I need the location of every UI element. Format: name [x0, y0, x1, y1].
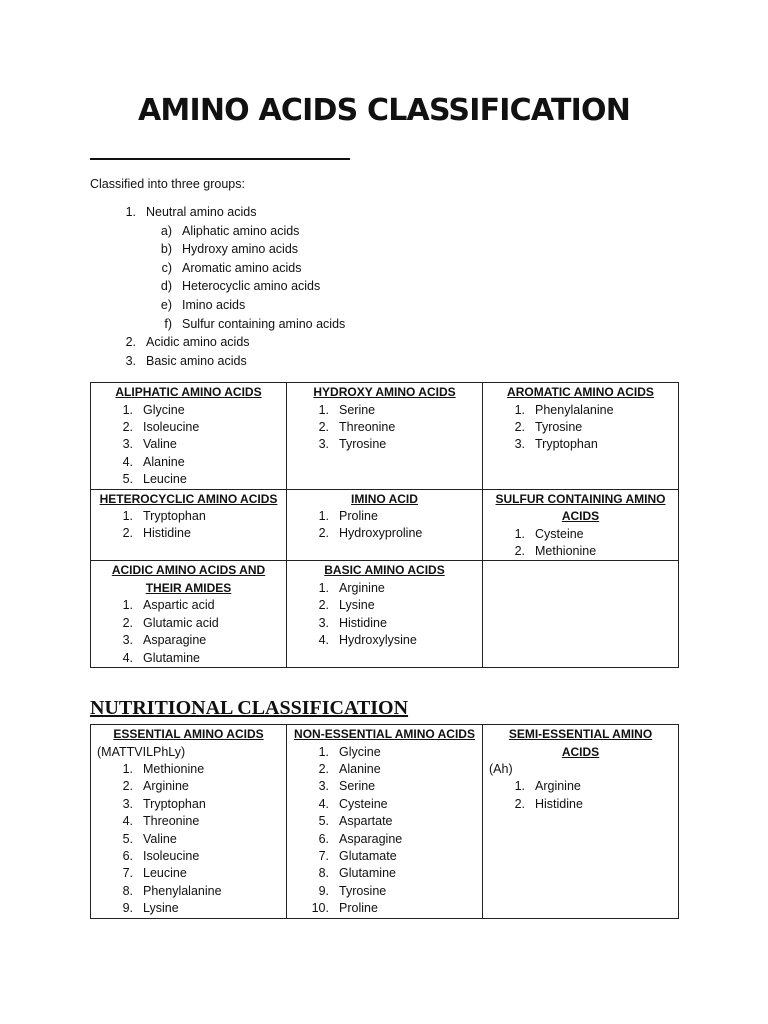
item-name: Glutamic acid — [143, 615, 219, 630]
table-cell — [287, 383, 483, 490]
amino-acid-item — [489, 436, 672, 453]
cell-heading: SEMI-ESSENTIAL AMINO ACIDS — [508, 727, 653, 759]
amino-acid-item — [293, 813, 476, 830]
table-cell — [91, 383, 287, 490]
item-name: Histidine — [143, 526, 191, 541]
amino-acid-item — [293, 796, 476, 813]
item-number: 4. — [122, 650, 133, 665]
amino-acid-item — [293, 883, 476, 900]
item-name: Threonine — [143, 814, 200, 829]
item-name: Asparagine — [143, 633, 207, 648]
item-name: Hydroxylysine — [339, 633, 417, 648]
item-number: 2. — [122, 779, 133, 794]
title-underline-rule — [90, 158, 350, 160]
amino-acid-list — [293, 744, 476, 918]
item-number: 6. — [122, 848, 133, 863]
amino-acid-item — [293, 632, 476, 649]
amino-acid-item — [97, 865, 280, 882]
item-name: Glycine — [339, 744, 381, 759]
item-name: Alanine — [339, 761, 381, 776]
table-row — [91, 725, 679, 919]
amino-acid-item — [97, 454, 280, 471]
item-number: 7. — [318, 848, 329, 863]
item-name: Valine — [143, 437, 177, 452]
amino-acid-item — [293, 744, 476, 761]
item-name: Hydroxyproline — [339, 526, 423, 541]
item-name: Phenylalanine — [143, 883, 222, 898]
item-number: 5. — [318, 814, 329, 829]
item-number: 1. — [318, 744, 329, 759]
amino-acid-item — [293, 508, 476, 525]
item-name: Tryptophan — [143, 509, 206, 524]
item-name: Aspartic acid — [143, 598, 215, 613]
table-cell — [483, 489, 679, 561]
item-number: 2. — [122, 526, 133, 541]
cell-heading: NON-ESSENTIAL AMINO ACIDS — [294, 727, 475, 741]
item-number: 1. — [514, 526, 525, 541]
table-cell — [287, 725, 483, 919]
outline-item — [110, 333, 510, 352]
item-number: 3. — [514, 437, 525, 452]
amino-acid-item — [293, 848, 476, 865]
item-number: 2. — [514, 419, 525, 434]
amino-acid-item — [97, 508, 280, 525]
amino-acid-item — [489, 419, 672, 436]
item-name: Threonine — [339, 419, 396, 434]
amino-acid-list — [97, 761, 280, 918]
item-number: 3. — [318, 615, 329, 630]
item-number: 2. — [514, 796, 525, 811]
item-name: Isoleucine — [143, 419, 200, 434]
amino-acid-item — [293, 615, 476, 632]
item-number: 2. — [318, 761, 329, 776]
item-number: 4. — [122, 454, 133, 469]
item-name: Cysteine — [339, 796, 388, 811]
item-number: 3. — [318, 437, 329, 452]
outline-item — [110, 315, 510, 334]
item-name: Tryptophan — [143, 796, 206, 811]
outline-item — [110, 240, 510, 259]
item-name: Arginine — [339, 580, 385, 595]
item-number: 2. — [318, 526, 329, 541]
item-number: 3. — [122, 796, 133, 811]
cell-heading: BASIC AMINO ACIDS — [324, 563, 445, 578]
amino-acid-item — [293, 761, 476, 778]
item-name: Histidine — [535, 796, 583, 811]
item-name: Glutamine — [143, 650, 200, 665]
amino-acid-item — [293, 580, 476, 597]
amino-acid-item — [97, 402, 280, 419]
item-name: Tyrosine — [339, 883, 387, 898]
amino-acid-item — [97, 597, 280, 614]
table-cell — [91, 561, 287, 668]
amino-acid-item — [293, 831, 476, 848]
item-number: 2. — [318, 419, 329, 434]
item-number: 1. — [122, 402, 133, 417]
cell-heading: AROMATIC AMINO ACIDS — [507, 385, 654, 399]
item-name: Phenylalanine — [535, 402, 614, 417]
item-name: Methionine — [535, 543, 597, 558]
outline-item — [110, 296, 510, 315]
table-cell — [483, 383, 679, 490]
amino-acid-item — [97, 471, 280, 488]
item-name: Lysine — [143, 901, 179, 916]
outline-marker: f) — [164, 316, 172, 331]
item-number: 1. — [122, 761, 133, 776]
outline-marker: 2. — [125, 335, 136, 350]
item-name: Aspartate — [339, 814, 393, 829]
outline-item — [110, 277, 510, 296]
amino-acid-list — [489, 402, 672, 454]
item-name: Asparagine — [339, 831, 403, 846]
outline-text: Aliphatic amino acids — [182, 223, 300, 238]
amino-acid-item — [293, 900, 476, 917]
outline-text: Sulfur containing amino acids — [182, 316, 346, 331]
amino-acid-item — [293, 525, 476, 542]
classification-table — [90, 382, 679, 668]
item-number: 2. — [122, 419, 133, 434]
amino-acid-item — [97, 419, 280, 436]
amino-acid-item — [97, 883, 280, 900]
intro-text: Classified into three groups: — [90, 177, 245, 191]
item-name: Arginine — [143, 779, 189, 794]
amino-acid-item — [293, 597, 476, 614]
item-name: Glutamate — [339, 848, 397, 863]
amino-acid-list — [489, 778, 672, 813]
outline-marker: a) — [160, 223, 172, 238]
item-number: 2. — [122, 615, 133, 630]
item-number: 1. — [318, 509, 329, 524]
amino-acid-item — [97, 813, 280, 830]
item-name: Proline — [339, 901, 378, 916]
item-number: 8. — [318, 866, 329, 881]
amino-acid-list — [293, 508, 476, 543]
amino-acid-item — [293, 865, 476, 882]
outline-text: Neutral amino acids — [146, 205, 257, 219]
item-name: Tyrosine — [535, 419, 583, 434]
amino-acid-item — [293, 436, 476, 453]
item-number: 1. — [318, 402, 329, 417]
page-title: AMINO ACIDS CLASSIFICATION — [137, 93, 630, 128]
item-name: Serine — [339, 779, 376, 794]
amino-acid-list — [293, 580, 476, 650]
item-number: 1. — [514, 779, 525, 794]
item-number: 1. — [514, 402, 525, 417]
item-number: 10. — [311, 901, 329, 916]
outline-text: Acidic amino acids — [146, 335, 250, 350]
outline-marker: c) — [161, 260, 172, 275]
outline-item — [110, 352, 510, 371]
table-cell — [91, 489, 287, 561]
item-number: 1. — [318, 580, 329, 595]
table-row — [91, 489, 679, 561]
amino-acid-item — [293, 402, 476, 419]
item-name: Arginine — [535, 779, 581, 794]
cell-heading: HYDROXY AMINO ACIDS — [313, 385, 456, 399]
item-number: 3. — [122, 437, 133, 452]
item-number: 9. — [318, 883, 329, 898]
item-number: 6. — [318, 831, 329, 846]
nutritional-heading: NUTRITIONAL CLASSIFICATION — [90, 697, 409, 719]
amino-acid-item — [97, 778, 280, 795]
outline-marker: b) — [160, 242, 172, 257]
item-name: Cysteine — [535, 526, 584, 541]
outline-text: Basic amino acids — [146, 353, 247, 368]
item-number: 4. — [318, 796, 329, 811]
item-number: 9. — [122, 901, 133, 916]
amino-acid-list — [97, 597, 280, 667]
cell-note: (MATTVILPhLy) — [97, 744, 186, 759]
amino-acid-item — [489, 778, 672, 795]
outline-item — [110, 222, 510, 241]
table-cell — [483, 561, 679, 668]
item-number: 1. — [122, 509, 133, 524]
outline-marker: e) — [160, 297, 172, 312]
amino-acid-item — [97, 632, 280, 649]
item-number: 3. — [122, 633, 133, 648]
amino-acid-item — [97, 848, 280, 865]
item-name: Tyrosine — [339, 437, 387, 452]
cell-heading: ALIPHATIC AMINO ACIDS — [115, 385, 262, 399]
item-number: 2. — [514, 543, 525, 558]
cell-heading: IMINO ACID — [351, 491, 418, 506]
outline-item — [110, 259, 510, 278]
table-row — [91, 383, 679, 490]
item-number: 3. — [318, 779, 329, 794]
table-row — [91, 561, 679, 668]
classification-outline-list — [110, 203, 510, 370]
amino-acid-item — [97, 761, 280, 778]
table-cell — [91, 725, 287, 919]
item-name: Leucine — [143, 472, 187, 487]
amino-acid-item — [489, 402, 672, 419]
table-cell — [287, 489, 483, 561]
amino-acid-list — [293, 402, 476, 454]
outline-marker: 3. — [125, 353, 136, 368]
amino-acid-item — [97, 650, 280, 667]
item-name: Serine — [339, 402, 376, 417]
cell-heading: ACIDIC AMINO ACIDS AND THEIR AMIDES — [111, 563, 266, 595]
item-number: 8. — [122, 883, 133, 898]
item-name: Glycine — [143, 402, 185, 417]
item-name: Histidine — [339, 615, 387, 630]
amino-acid-item — [489, 796, 672, 813]
amino-acid-item — [97, 900, 280, 917]
outline-text: Hydroxy amino acids — [182, 242, 299, 257]
outline-marker: 1. — [125, 205, 136, 219]
item-number: 2. — [318, 598, 329, 613]
amino-acid-item — [97, 436, 280, 453]
item-name: Lysine — [339, 598, 375, 613]
item-number: 4. — [122, 814, 133, 829]
nutritional-table — [90, 724, 679, 919]
outline-text: Aromatic amino acids — [182, 260, 302, 275]
amino-acid-list — [489, 526, 672, 561]
table-cell — [287, 561, 483, 668]
item-number: 5. — [122, 472, 133, 487]
amino-acid-item — [97, 525, 280, 542]
table-cell — [483, 725, 679, 919]
item-name: Isoleucine — [143, 848, 200, 863]
amino-acid-item — [489, 543, 672, 560]
item-number: 7. — [122, 866, 133, 881]
item-name: Glutamine — [339, 866, 396, 881]
cell-heading: HETEROCYCLIC AMINO ACIDS — [99, 491, 278, 506]
amino-acid-list — [97, 402, 280, 489]
outline-text: Imino acids — [182, 297, 246, 312]
item-name: Alanine — [143, 454, 185, 469]
amino-acid-item — [293, 778, 476, 795]
item-name: Proline — [339, 509, 378, 524]
amino-acid-item — [97, 796, 280, 813]
item-name: Methionine — [143, 761, 205, 776]
amino-acid-list — [97, 508, 280, 543]
outline-item — [110, 203, 510, 222]
cell-note: (Ah) — [489, 762, 513, 776]
amino-acid-item — [97, 615, 280, 632]
amino-acid-item — [293, 419, 476, 436]
amino-acid-item — [489, 526, 672, 543]
item-number: 5. — [122, 831, 133, 846]
outline-text: Heterocyclic amino acids — [182, 279, 321, 294]
item-name: Leucine — [143, 866, 187, 881]
outline-marker: d) — [160, 279, 172, 294]
amino-acid-item — [97, 831, 280, 848]
item-number: 1. — [122, 598, 133, 613]
cell-heading: SULFUR CONTAINING AMINO ACIDS — [495, 491, 666, 524]
cell-heading: ESSENTIAL AMINO ACIDS — [113, 727, 264, 741]
item-name: Valine — [143, 831, 177, 846]
item-number: 4. — [318, 633, 329, 648]
item-name: Tryptophan — [535, 437, 598, 452]
